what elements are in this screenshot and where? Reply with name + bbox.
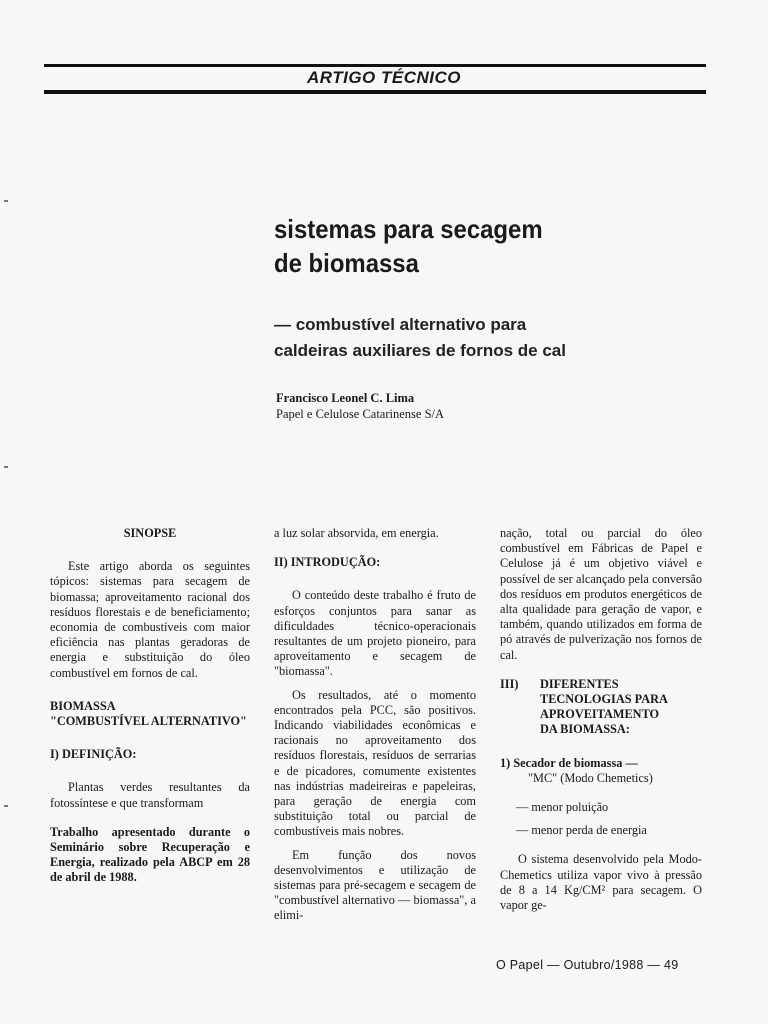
scan-edge-mark [4, 805, 8, 807]
paragraph: Os resultados, até o momento encontrados pela PCC, são positivos. Indicando viabilidades econômicas e racionais no aproveitamento dos resíduos florestais, resíduos de serrarias e de picadores, comumente existentes nas indústrias madeireiras e papeleiras, para geração de energia com substituição total ou parcial de combustíveis mais nobres. [274, 687, 476, 839]
column-1 [50, 526, 250, 886]
heading-line: DIFERENTES [540, 676, 619, 691]
presentation-note: Trabalho apresentado durante o Seminário sobre Recuperação e Energia, realizado pela ABCP em 28 de abril de 1988. [50, 824, 250, 885]
paragraph: nação, total ou parcial do óleo combustível em Fábricas de Papel e Celulose já é um objetivo viável e possível de ser alcançado pela conversão dos resíduos em produtos energéticos de alta qualidade para geração de vapor, e também, quando utilizados em forma de pó através de pulverização nos fornos de cal. [500, 526, 702, 662]
heading-line: TECNOLOGIAS PARA [540, 692, 668, 707]
biomassa-heading-subtitle: "COMBUSTÍVEL ALTERNATIVO" [50, 714, 247, 729]
heading-line: APROVEITAMENTO [540, 707, 660, 722]
sinopse-text: Este artigo aborda os seguintes tópicos: sistemas para secagem de biomassa; aproveitamento racional dos resíduos florestais e de beneficiamento; economia de combustíveis com maior eficiência nas plantas geradoras de energia e substituição do óleo combustível em fornos de cal. [50, 559, 250, 680]
column-3 [500, 526, 702, 913]
paragraph: a luz solar absorvida, em energia. [274, 526, 439, 540]
definicao-text: Plantas verdes resultantes da fotossíntese e que transformam [50, 780, 250, 810]
column-2 [274, 526, 476, 924]
article-subtitle [274, 312, 734, 364]
subtitle-line: caldeiras auxiliares de fornos de cal [274, 341, 566, 360]
article-title [274, 212, 679, 280]
paragraph: Em função dos novos desenvolvimentos e utilização de sistemas para pré-secagem e secagem de "combustível alternativo — biomassa", a elimi- [274, 847, 476, 923]
sinopse-heading: SINOPSE [123, 526, 177, 540]
author-block [276, 390, 444, 422]
bullet-item: — menor perda de energia [516, 823, 647, 838]
scan-edge-mark [4, 200, 8, 202]
paragraph: O sistema desenvolvido pela Modo-Chemetics utiliza vapor vivo à pressão de 8 a 14 Kg/CM² para secagem. O vapor ge- [500, 852, 702, 913]
author-name: Francisco Leonel C. Lima [276, 391, 415, 405]
page-footer: O Papel — Outubro/1988 — 49 [496, 958, 679, 972]
title-line: sistemas para secagem [274, 214, 543, 244]
subtitle-line: — combustível alternativo para [274, 315, 527, 334]
header-rule-top [44, 64, 706, 67]
section-number: III) [500, 676, 519, 691]
section-label: ARTIGO TÉCNICO [306, 68, 462, 87]
item-title: 1) Secador de biomassa — [500, 755, 638, 770]
title-line: de biomassa [274, 248, 419, 278]
bullet-item: — menor poluição [516, 800, 609, 815]
paragraph: O conteúdo deste trabalho é fruto de esforços conjuntos para sanar as dificuldades técnico-operacionais resultantes de um projeto pioneiro, para aproveitamento e secagem de "biomassa". [274, 588, 476, 679]
heading-line: DA BIOMASSA: [540, 722, 630, 737]
scan-edge-mark [4, 466, 8, 468]
definicao-heading: I) DEFINIÇÃO: [50, 747, 137, 762]
biomassa-heading: BIOMASSA [50, 698, 116, 713]
author-affiliation: Papel e Celulose Catarinense S/A [276, 407, 445, 421]
introducao-heading: II) INTRODUÇÃO: [274, 555, 381, 570]
header-rule-bottom [44, 90, 706, 94]
section-three-heading [500, 677, 702, 738]
item-subtitle: "MC" (Modo Chemetics) [528, 770, 653, 785]
